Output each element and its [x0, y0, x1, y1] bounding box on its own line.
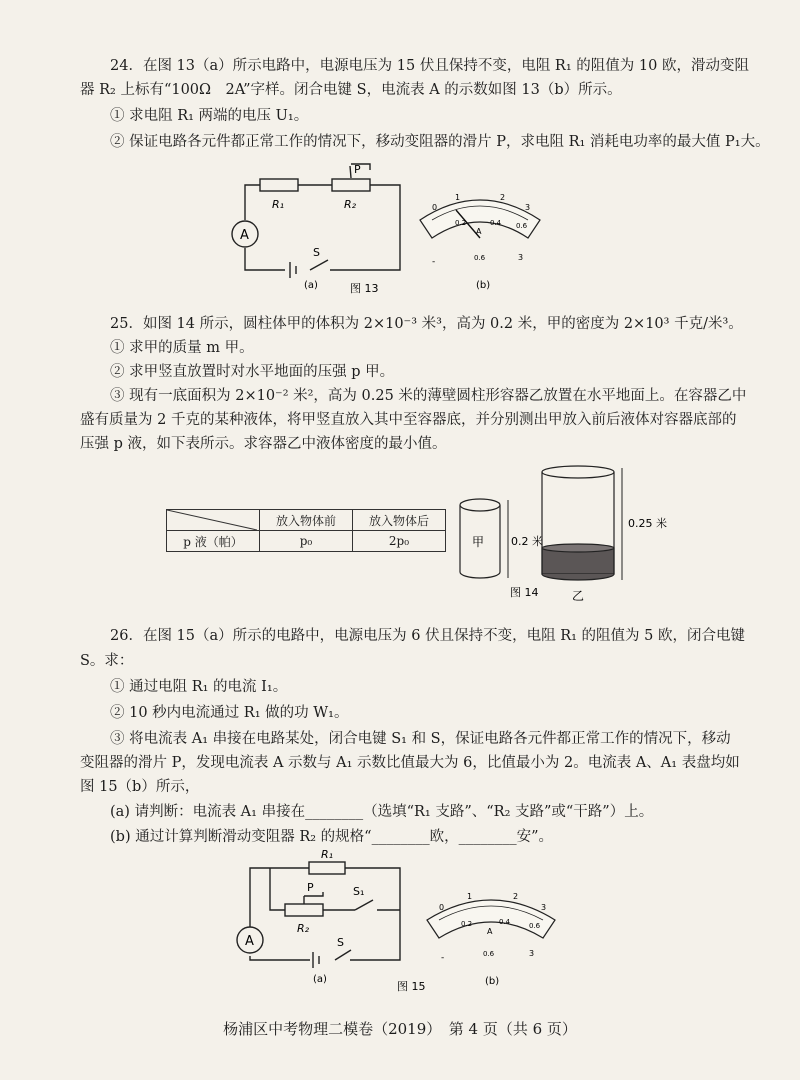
q25-sub3a: ③ 现有一底面积为 2×10⁻² 米²，高为 0.25 米的薄壁圆柱形容器乙放置在水平地面上。在容器乙中 — [110, 388, 747, 404]
svg-text:1: 1 — [455, 193, 461, 202]
slider-label: P — [354, 163, 361, 176]
q24-line2: 器 R₂ 上标有“100Ω 2A”字样。闭合电键 S，电流表 A 的示数如图 13（b）所示。 — [80, 82, 622, 98]
r2-label: R₂ — [344, 198, 357, 211]
q25-sub2: ② 求甲竖直放置时对水平地面的压强 p 甲。 — [110, 364, 395, 380]
table-cell: 2p₀ — [353, 531, 446, 552]
ammeter-dial — [420, 193, 540, 291]
jia-label: 甲 — [472, 535, 485, 549]
svg-text:0.2: 0.2 — [455, 219, 467, 227]
q24-line1: 24．在图 13（a）所示电路中，电源电压为 15 伏且保持不变，电阻 R₁ 的阻值为 10 欧，滑动变阻 — [110, 58, 749, 74]
figure-title: 图 13 — [350, 282, 379, 295]
yi-label: 乙 — [572, 589, 585, 603]
table-cell: p 液（帕） — [167, 531, 260, 552]
figure-14 — [450, 460, 690, 610]
figure-title: 图 15 — [397, 980, 426, 993]
q26-sub3a: ③ 将电流表 A₁ 串接在电路某处，闭合电键 S₁ 和 S，保证电路各元件都正常工作的情况下，移动 — [110, 731, 731, 747]
height-yi: 0.25 米 — [628, 517, 667, 530]
page-footer: 杨浦区中考物理二模卷（2019） 第 4 页（共 6 页） — [223, 1020, 577, 1038]
table-row — [167, 510, 446, 531]
q26-sub2: ② 10 秒内电流通过 R₁ 做的功 W₁。 — [110, 705, 349, 721]
switch-label: S — [337, 936, 344, 949]
svg-text:0.4: 0.4 — [499, 918, 511, 926]
caption-a: (a) — [304, 280, 318, 291]
svg-text:0: 0 — [439, 903, 445, 912]
table-header: 放入物体前 — [260, 510, 353, 531]
q26-line1: 26．在图 15（a）所示的电路中，电源电压为 6 伏且保持不变，电阻 R₁ 的阻值为 5 欧，闭合电键 — [110, 628, 745, 644]
q26-qa: (a) 请判断：电流表 A₁ 串接在________（选填“R₁ 支路”、“R₂ 支路”或“干路”）上。 — [110, 804, 654, 820]
svg-text:3: 3 — [525, 203, 531, 212]
q25-sub3c: 压强 p 液，如下表所示。求容器乙中液体密度的最小值。 — [80, 436, 447, 452]
table-cell: p₀ — [260, 531, 353, 552]
q26-sub1: ① 通过电阻 R₁ 的电流 I₁。 — [110, 679, 288, 695]
svg-text:-: - — [432, 257, 436, 267]
q24-sub2: ② 保证电路各元件都正常工作的情况下，移动变阻器的滑片 P，求电阻 R₁ 消耗电功率的最大值 P₁大。 — [110, 134, 770, 150]
table-corner — [167, 510, 260, 531]
svg-text:0.6: 0.6 — [483, 950, 495, 958]
q25-sub3b: 盛有质量为 2 千克的某种液体，将甲竖直放入其中至容器底，并分别测出甲放入前后液体对容器底部的 — [80, 412, 737, 428]
svg-text:(b): (b) — [485, 976, 500, 987]
svg-text:3: 3 — [541, 903, 547, 912]
r2-label: R₂ — [297, 922, 310, 935]
svg-text:2: 2 — [500, 193, 506, 202]
q24-sub1: ① 求电阻 R₁ 两端的电压 U₁。 — [110, 108, 309, 124]
figure-title: 图 14 — [510, 586, 539, 599]
q26-qb: (b) 通过计算判断滑动变阻器 R₂ 的规格“________欧，________安”。 — [110, 829, 553, 845]
table-header: 放入物体后 — [353, 510, 446, 531]
q26-sub3b: 变阻器的滑片 P，发现电流表 A 示数与 A₁ 示数比值最大为 6，比值最小为 2。电流表 A、A₁ 表盘均如 — [80, 755, 740, 771]
svg-text:0.6: 0.6 — [529, 922, 541, 930]
svg-text:A: A — [476, 227, 482, 236]
r1-label: R₁ — [272, 198, 285, 211]
svg-text:0.6: 0.6 — [516, 222, 528, 230]
switch-label: S — [313, 246, 320, 259]
svg-text:3: 3 — [518, 253, 524, 262]
svg-text:0: 0 — [432, 203, 438, 212]
svg-text:3: 3 — [529, 949, 535, 958]
figure-15 — [225, 848, 565, 998]
svg-text:0.6: 0.6 — [474, 254, 486, 262]
svg-text:1: 1 — [467, 892, 473, 901]
svg-text:0.2: 0.2 — [461, 920, 473, 928]
slider-label: P — [307, 881, 314, 894]
svg-text:2: 2 — [513, 892, 519, 901]
q26-line2: S。求： — [80, 653, 134, 669]
ammeter-dial — [427, 892, 555, 987]
r1-label: R₁ — [321, 848, 334, 861]
svg-text:-: - — [441, 953, 445, 963]
caption-a: (a) — [313, 974, 327, 985]
svg-text:0.4: 0.4 — [490, 219, 502, 227]
q25-sub1: ① 求甲的质量 m 甲。 — [110, 340, 254, 356]
s1-label: S₁ — [353, 885, 365, 898]
ammeter-label: A — [240, 228, 249, 243]
figure-13 — [210, 160, 570, 300]
q26-sub3c: 图 15（b）所示， — [80, 779, 200, 795]
pressure-table — [166, 509, 446, 552]
svg-text:(b): (b) — [476, 280, 491, 291]
ammeter-label: A — [245, 934, 254, 949]
height-jia: 0.2 米 — [511, 535, 543, 548]
svg-text:A: A — [487, 927, 493, 936]
q25-line1: 25．如图 14 所示，圆柱体甲的体积为 2×10⁻³ 米³，高为 0.2 米，甲的密度为 2×10³ 千克/米³。 — [110, 316, 743, 332]
table-row — [167, 531, 446, 552]
